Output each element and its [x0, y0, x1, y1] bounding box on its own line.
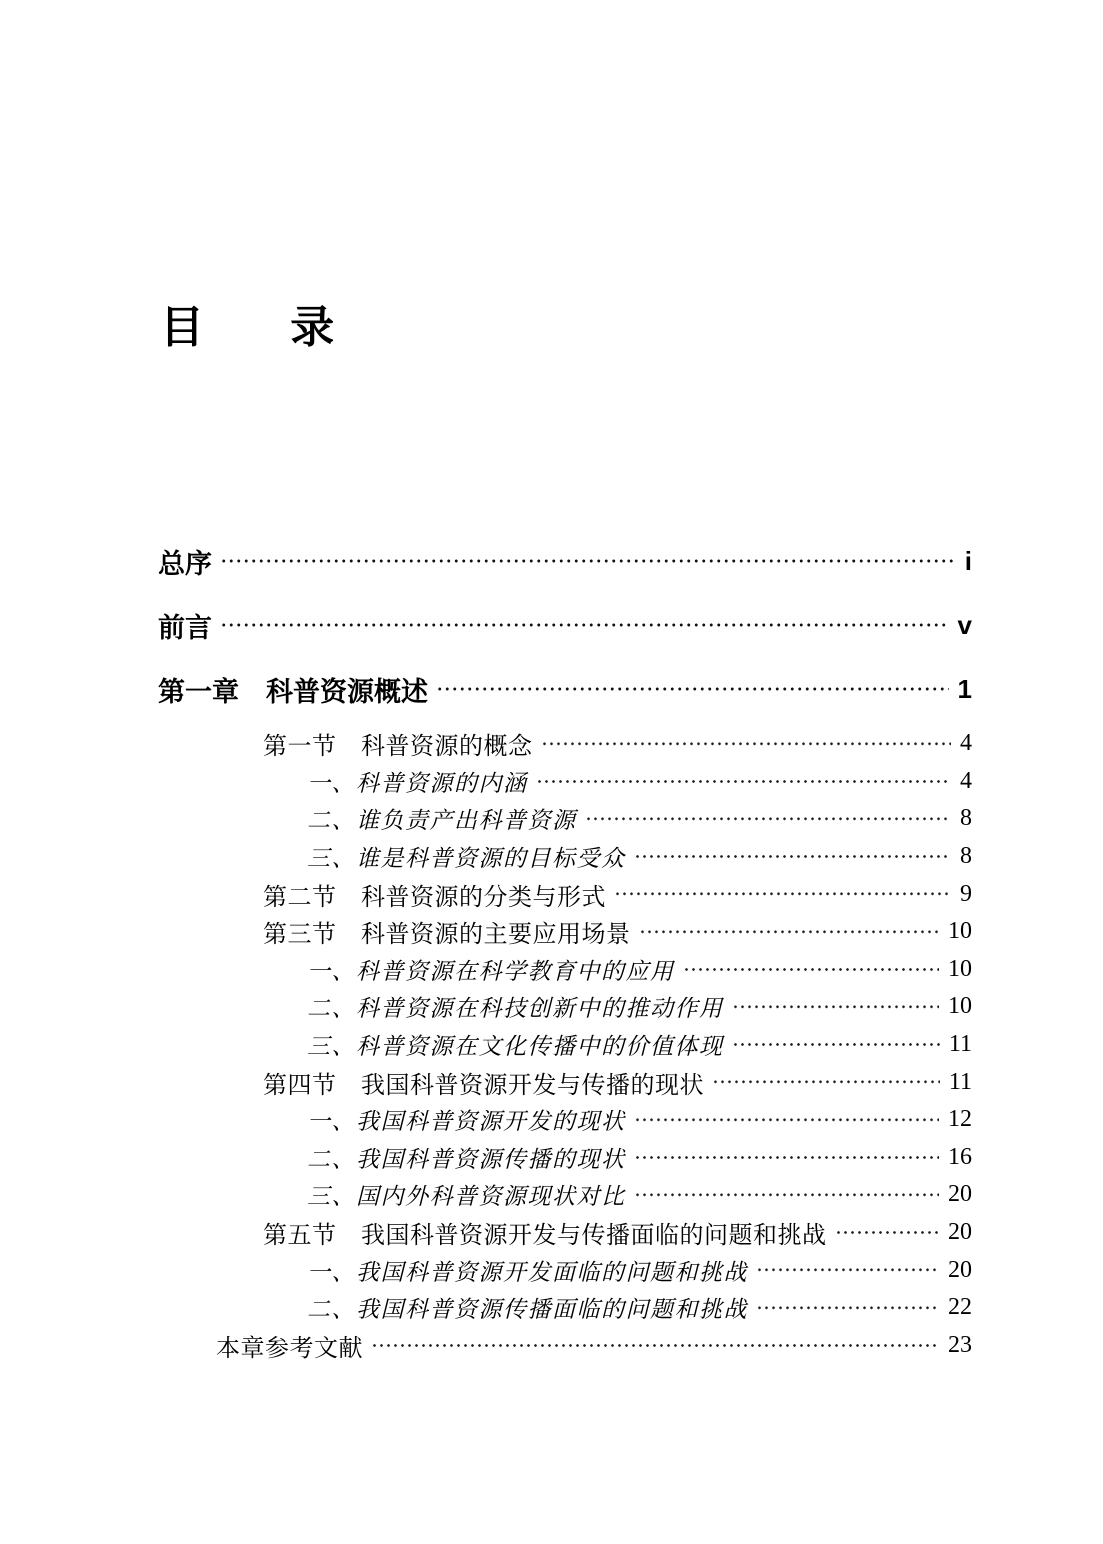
dot-leader — [220, 606, 949, 644]
toc-entry — [0, 875, 972, 913]
toc-entry — [0, 988, 972, 1026]
toc-entry-page: 11 — [948, 1068, 972, 1095]
toc-entry-label: 二、我国科普资源传播的现状 — [307, 1146, 626, 1172]
toc-entry-page: i — [964, 545, 972, 576]
toc-entry-label: 第一章 科普资源概述 — [158, 676, 428, 707]
toc-entry-label: 二、科普资源在科技创新中的推动作用 — [307, 996, 724, 1022]
toc-entry-page: 4 — [960, 730, 972, 757]
dot-leader — [756, 1289, 939, 1327]
toc-entry-label: 一、科普资源在科学教育中的应用 — [307, 958, 675, 984]
toc-entry-label: 第四节 我国科普资源开发与传播的现状 — [263, 1072, 704, 1099]
toc-entry-page: 4 — [960, 767, 972, 794]
toc-entry-page: 9 — [960, 880, 972, 907]
toc-entry-label: 三、谁是科普资源的目标受众 — [307, 846, 626, 872]
toc-entry-page: 8 — [960, 843, 972, 870]
dot-leader — [732, 1026, 940, 1064]
toc-entry — [0, 1289, 972, 1327]
dot-leader — [683, 951, 940, 989]
toc-entry — [0, 725, 972, 763]
toc-entry — [0, 670, 972, 708]
dot-leader — [634, 838, 952, 876]
toc-entry — [0, 763, 972, 801]
toc-entry-label: 一、我国科普资源开发的现状 — [307, 1109, 626, 1135]
toc-entry-page: 20 — [948, 1219, 972, 1246]
dot-leader — [541, 725, 952, 763]
dot-leader — [371, 1327, 939, 1365]
toc-entry-label: 二、谁负责产出科普资源 — [307, 808, 577, 834]
dot-leader — [712, 1063, 940, 1101]
toc-entry-label: 第二节 科普资源的分类与形式 — [263, 884, 606, 911]
toc-entry — [0, 913, 972, 951]
toc-entry — [0, 1026, 972, 1064]
toc-entry-label: 第五节 我国科普资源开发与传播面临的问题和挑战 — [263, 1223, 827, 1250]
toc-entry — [0, 838, 972, 876]
toc-entry-label: 第一节 科普资源的概念 — [263, 734, 533, 761]
toc-entry — [0, 800, 972, 838]
dot-leader — [634, 1176, 940, 1214]
toc-entry-label: 总序 — [158, 548, 212, 579]
toc-entry-page: 10 — [948, 993, 972, 1020]
toc-entry-label: 第三节 科普资源的主要应用场景 — [263, 922, 631, 949]
toc-entry-label: 前言 — [158, 612, 212, 643]
toc-entry-label: 三、科普资源在文化传播中的价值体现 — [307, 1034, 724, 1060]
toc-entry-page: 11 — [948, 1031, 972, 1058]
toc-entry — [0, 1214, 972, 1252]
toc-entry-page: 22 — [948, 1294, 972, 1321]
toc-entry — [0, 1063, 972, 1101]
toc-entry-page: 16 — [948, 1143, 972, 1170]
toc-entry — [0, 1139, 972, 1177]
toc-entry — [0, 951, 972, 989]
toc-entry-page: v — [957, 609, 972, 640]
dot-leader — [639, 913, 940, 951]
toc-entry — [0, 1251, 972, 1289]
toc-entry-page: 20 — [948, 1256, 972, 1283]
toc-entry-page: 20 — [948, 1181, 972, 1208]
dot-leader — [220, 542, 956, 580]
page-title: 目 录 — [160, 303, 336, 352]
toc-entry — [0, 1327, 972, 1365]
toc-entry-label: 二、我国科普资源传播面临的问题和挑战 — [307, 1297, 748, 1323]
toc-entry — [0, 606, 972, 644]
toc-entry-label: 一、科普资源的内涵 — [307, 770, 528, 796]
toc-list — [0, 542, 972, 1364]
dot-leader — [634, 1139, 940, 1177]
dot-leader — [536, 763, 952, 801]
toc-entry — [0, 1101, 972, 1139]
dot-leader — [732, 988, 940, 1026]
toc-entry-label: 三、国内外科普资源现状对比 — [307, 1184, 626, 1210]
dot-leader — [614, 875, 951, 913]
dot-leader — [756, 1251, 939, 1289]
toc-entry-page: 23 — [948, 1331, 972, 1358]
toc-entry-label: 本章参考文献 — [216, 1335, 363, 1362]
toc-entry — [0, 1176, 972, 1214]
toc-entry-label: 一、我国科普资源开发面临的问题和挑战 — [307, 1259, 748, 1285]
toc-entry-page: 8 — [960, 805, 972, 832]
toc-entry — [0, 542, 972, 580]
toc-entry-page: 1 — [957, 673, 972, 704]
dot-leader — [634, 1101, 940, 1139]
dot-leader — [585, 800, 952, 838]
toc-entry-page: 10 — [948, 918, 972, 945]
dot-leader — [436, 670, 949, 708]
toc-entry-page: 10 — [948, 955, 972, 982]
toc-entry-page: 12 — [948, 1106, 972, 1133]
dot-leader — [835, 1214, 940, 1252]
